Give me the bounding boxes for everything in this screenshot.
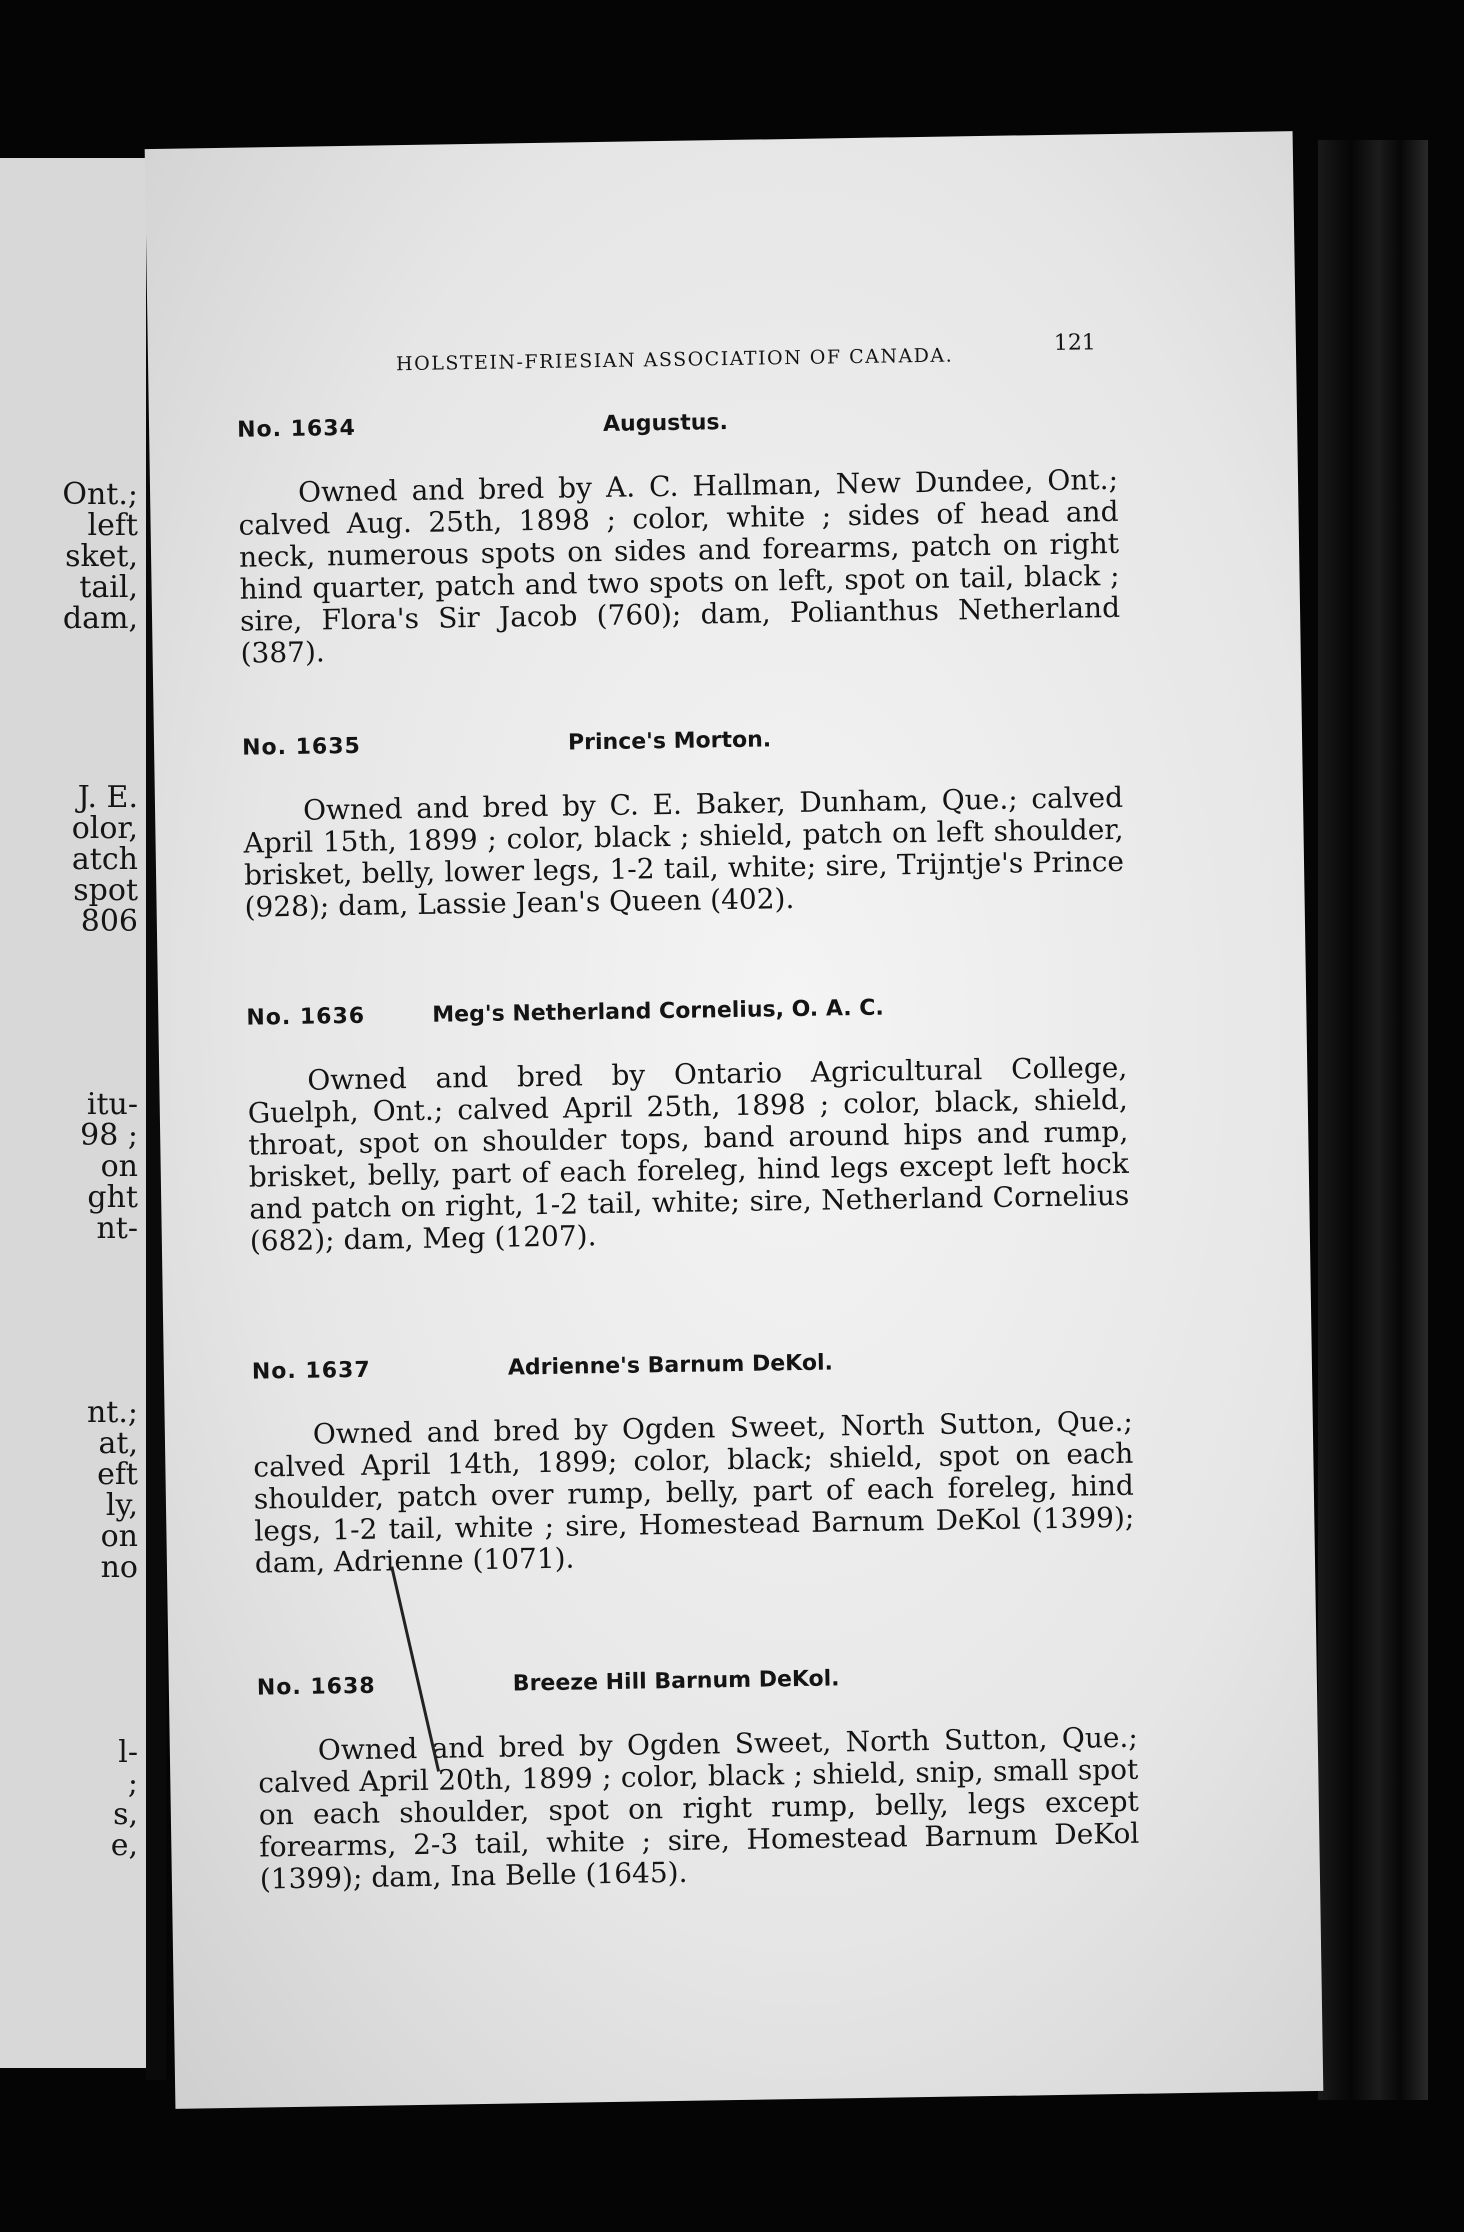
registry-entry (237, 404, 1121, 670)
facing-page-fragment (0, 158, 146, 2068)
left-fragment: s, (113, 1797, 138, 1832)
left-fragment: itu- (86, 1087, 138, 1122)
entry-text: Owned and bred by C. E. Baker, Dunham, Que.; calved April 15th, 1899 ; color, black ; shield, patch on left shoulder, brisket, belly, lower legs, 1-2 tail, white; sire, Trijntje's Prince (928); dam, Lassie Jean's Queen (402). (243, 780, 1125, 924)
left-fragment: at, (98, 1426, 138, 1461)
entry-name: Meg's Netherland Cornelius, O. A. C. (432, 995, 884, 1028)
left-fragment: nt.; (86, 1395, 138, 1430)
left-fragment: tail, (79, 570, 138, 605)
left-fragment: on (100, 1149, 138, 1184)
entry-text: Owned and bred by Ogden Sweet, North Sutton, Que.; calved April 14th, 1899; color, black; shield, spot on each shoulder, patch over rump, belly, part of each foreleg, hind legs, 1-2 tail, white ; sire, Homestead Barnum DeKol (1399); dam, Adrienne (1071). (253, 1404, 1135, 1580)
entry-name: Prince's Morton. (567, 727, 772, 756)
book-page (145, 131, 1324, 2109)
registry-entry (257, 1662, 1140, 1896)
left-fragment: l- (118, 1735, 138, 1770)
left-fragment: eft (97, 1457, 138, 1492)
running-header: HOLSTEIN-FRIESIAN ASSOCIATION OF CANADA. (395, 344, 954, 376)
page-edges (1318, 140, 1428, 2100)
left-fragment: left (87, 508, 138, 543)
left-fragment: spot (73, 873, 138, 908)
entry-text: Owned and bred by Ogden Sweet, North Sutton, Que.; calved April 20th, 1899 ; color, black ; shield, snip, small spot on each shoulder, spot on right rump, belly, legs except forearms, 2-3 tail, white ; sire, Homestead Barnum DeKol (1399); dam, Ina Belle (1645). (258, 1720, 1140, 1896)
registry-entry (246, 992, 1130, 1258)
entry-number: No. 1638 (256, 1673, 376, 1701)
entry-name: Adrienne's Barnum DeKol. (507, 1350, 834, 1381)
left-fragment: sket, (65, 539, 138, 574)
left-fragment: J. E. (77, 780, 138, 815)
entry-text: Owned and bred by A. C. Hallman, New Dundee, Ont.; calved Aug. 25th, 1898 ; color, white ; sides of head and neck, numerous spots on sides and forearms, patch on right hind quarter, patch and two spots on left, spot on tail, black ; sire, Flora's Sir Jacob (760); dam, Polianthus Netherland (387). (238, 462, 1121, 670)
page-number: 121 (1053, 330, 1097, 356)
entry-number: No. 1637 (251, 1357, 371, 1385)
registry-entry (252, 1346, 1135, 1580)
left-fragment: ly, (105, 1488, 138, 1523)
left-fragment: 806 (80, 904, 138, 939)
registry-entry (242, 722, 1125, 924)
entry-text: Owned and bred by Ontario Agricultural College, Guelph, Ont.; calved April 25th, 1898 ; color, black, shield, throat, spot on shoulder tops, band around hips and rump, brisket, belly, part of each foreleg, hind legs except left hock and patch on right, 1-2 tail, white; sire, Netherland Cornelius (682); dam, Meg (1207). (247, 1050, 1130, 1258)
left-fragment: no (100, 1550, 138, 1585)
left-fragment: ; (127, 1766, 138, 1801)
left-fragment: olor, (71, 811, 138, 846)
left-fragment: e, (110, 1828, 138, 1863)
left-fragment: on (100, 1519, 138, 1554)
entry-number: No. 1635 (241, 733, 362, 761)
entry-name: Augustus. (602, 410, 729, 437)
left-fragment: atch (71, 842, 138, 877)
left-fragment: dam, (62, 601, 138, 636)
entry-number: No. 1634 (236, 415, 357, 443)
left-fragment: nt- (96, 1211, 138, 1246)
entry-name: Breeze Hill Barnum DeKol. (512, 1666, 840, 1697)
left-fragment: 98 ; (80, 1118, 138, 1153)
left-fragment: Ont.; (62, 477, 138, 512)
left-fragment: ght (87, 1180, 138, 1215)
entry-number: No. 1636 (246, 1003, 366, 1031)
